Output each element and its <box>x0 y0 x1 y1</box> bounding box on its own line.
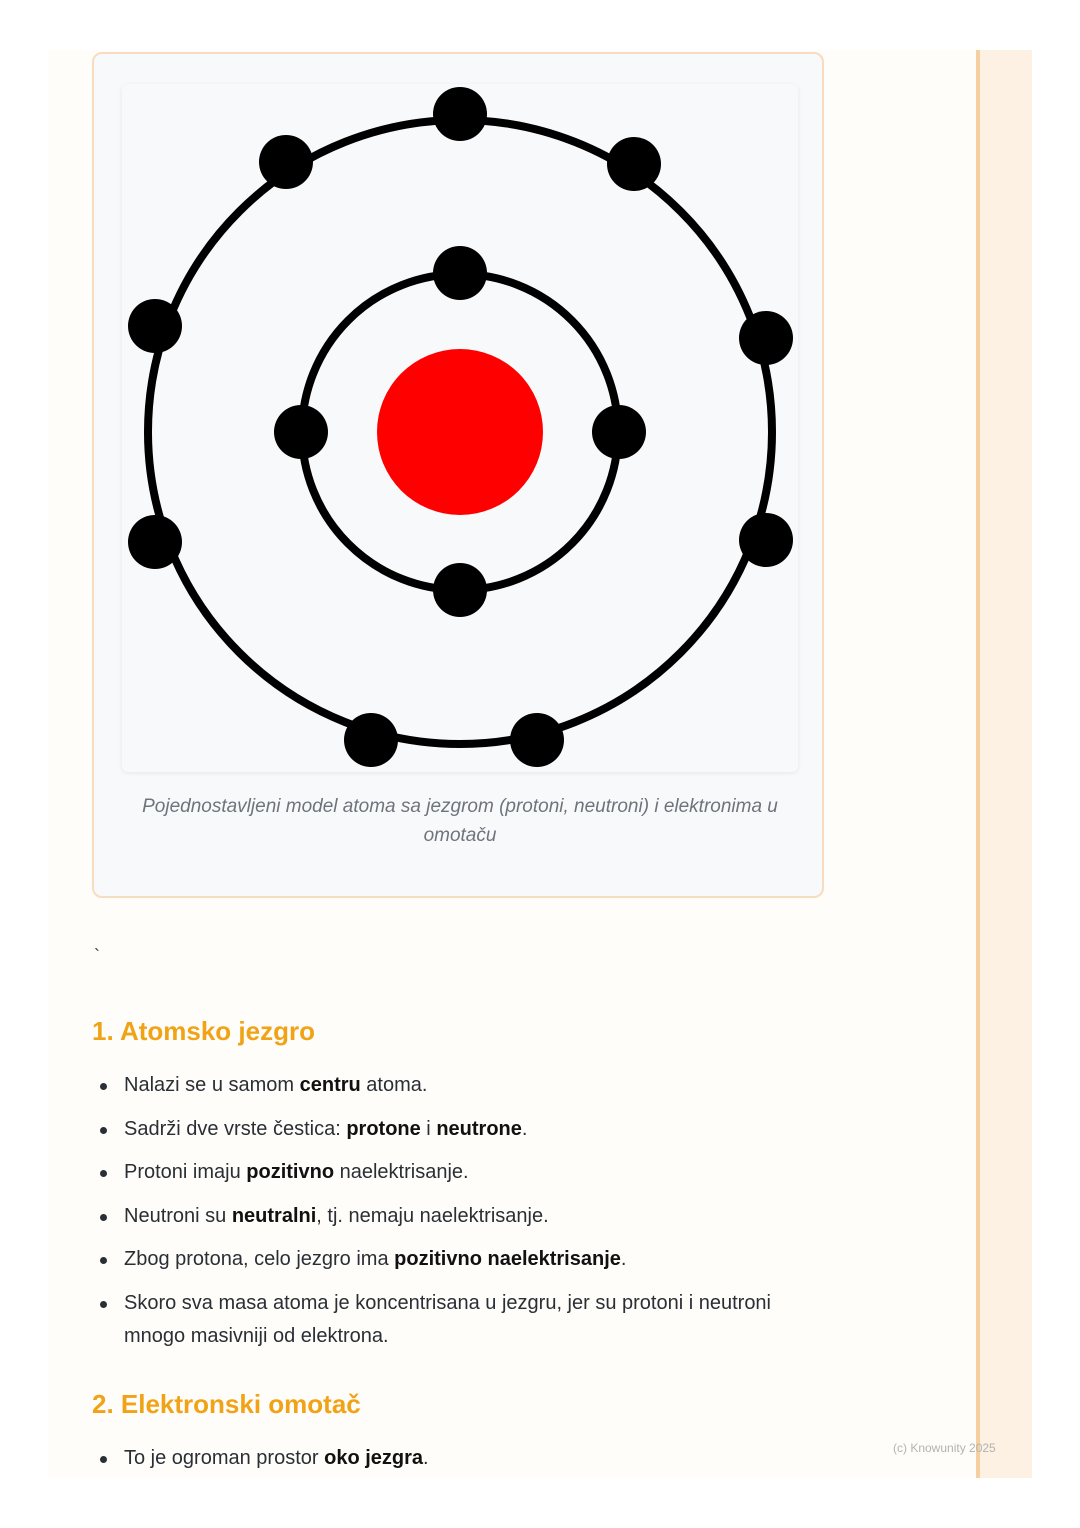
electron-outer <box>128 515 182 569</box>
electron-outer <box>259 135 313 189</box>
electron-inner <box>433 246 487 300</box>
electron-outer <box>739 311 793 365</box>
list-item: Sadrži dve vrste čestica: protone i neutrone. <box>92 1113 812 1146</box>
section-heading-nucleus: 1. Atomsko jezgro <box>92 1016 315 1046</box>
electron-outer <box>510 713 564 767</box>
nucleus-bullet-list <box>92 1069 812 1363</box>
list-item: To je ogroman prostor oko jezgra. <box>92 1442 812 1475</box>
electron-outer <box>344 713 398 767</box>
atom-model-image <box>122 84 798 772</box>
electron-outer <box>128 299 182 353</box>
list-item: Protoni imaju pozitivno naelektrisanje. <box>92 1156 812 1189</box>
electron-outer <box>739 513 793 567</box>
electron-outer <box>607 137 661 191</box>
electron-inner <box>592 405 646 459</box>
figure-caption: Pojednostavljeni model atoma sa jezgrom (protoni, neutroni) i elektronima u omotaču <box>142 796 778 846</box>
nucleus <box>377 349 543 515</box>
electron-inner <box>274 405 328 459</box>
list-item: Nalazi se u samom centru atoma. <box>92 1069 812 1102</box>
atom-model-diagram <box>122 84 798 772</box>
electron-outer <box>433 87 487 141</box>
section-heading-electron-shell: 2. Elektronski omotač <box>92 1389 361 1419</box>
document-page <box>48 50 976 1478</box>
page-side-margin <box>976 50 1032 1478</box>
list-item: Skoro sva masa atoma je koncentrisana u jezgru, jer su protoni i neutroni mnogo masivniji od elektrona. <box>92 1287 812 1353</box>
copyright-notice: (c) Knowunity 2025 <box>893 1441 996 1455</box>
list-item: Zbog protona, celo jezgro ima pozitivno naelektrisanje. <box>92 1243 812 1276</box>
stray-backtick: ` <box>94 946 100 966</box>
electron-inner <box>433 563 487 617</box>
electron-shell-bullet-list <box>92 1442 812 1478</box>
list-item: Neutroni su neutralni, tj. nemaju naelektrisanje. <box>92 1200 812 1233</box>
figure-card <box>92 52 824 898</box>
